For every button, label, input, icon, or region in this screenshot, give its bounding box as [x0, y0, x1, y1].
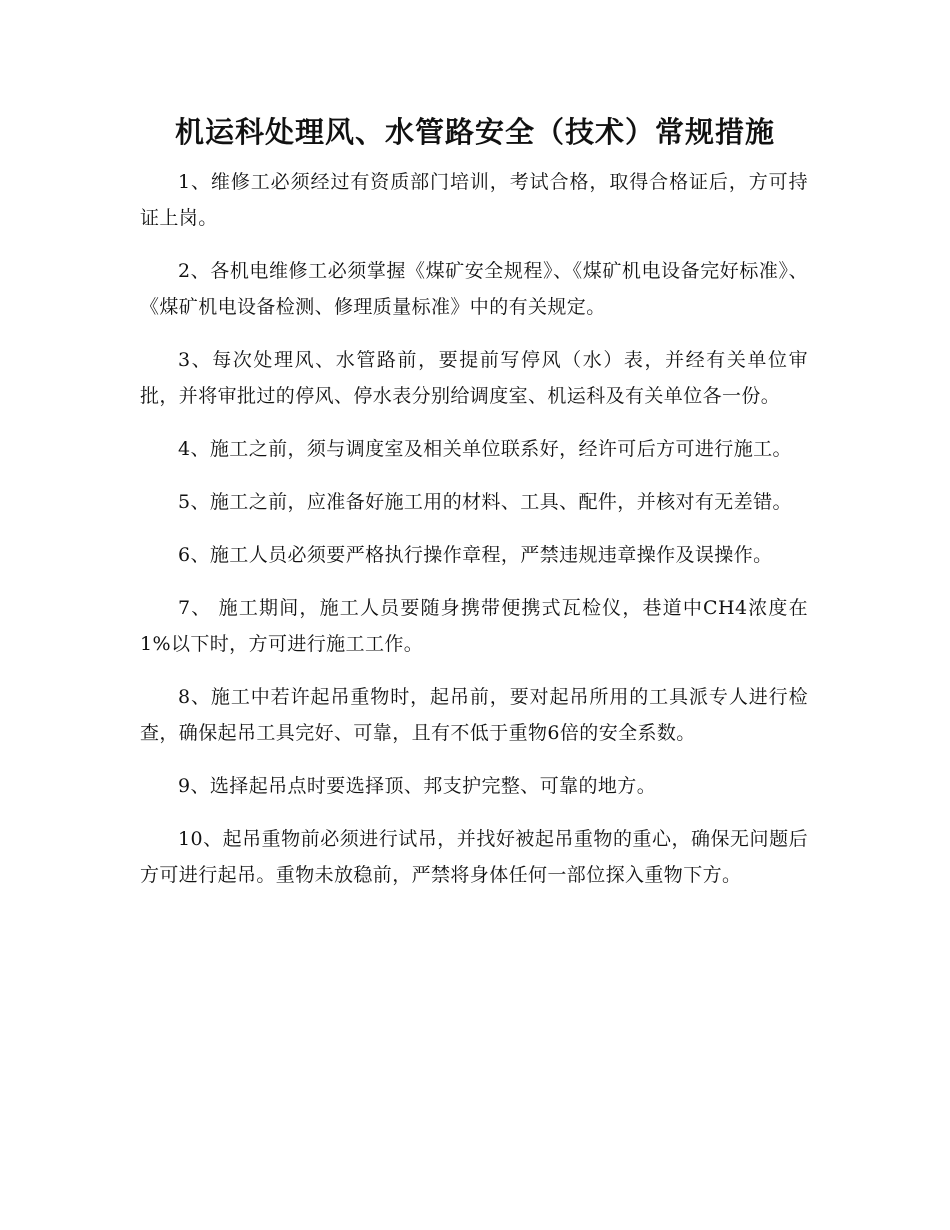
paragraph-5: 5、施工之前，应准备好施工用的材料、工具、配件，并核对有无差错。	[178, 491, 792, 513]
paragraph-8: 8、施工中若许起吊重物时，起吊前，要对起吊所用的工具派专人进行检查，确保起吊工具完好、可靠，且有不低于重物6倍的安全系数。	[140, 686, 808, 744]
document-body	[140, 164, 808, 910]
paragraph-3: 3、每次处理风、水管路前，要提前写停风（水）表，并经有关单位审批，并将审批过的停风、停水表分别给调度室、机运科及有关单位各一份。	[140, 349, 808, 407]
paragraph-6: 6、施工人员必须要严格执行操作章程，严禁违规违章操作及误操作。	[178, 544, 773, 566]
paragraph-7: 7、 施工期间，施工人员要随身携带便携式瓦检仪，巷道中CH4浓度在1%以下时，方可进行施工工作。	[140, 597, 808, 655]
paragraph-9: 9、选择起吊点时要选择顶、邦支护完整、可靠的地方。	[178, 775, 657, 797]
paragraph-2: 2、各机电维修工必须掌握《煤矿安全规程》、《煤矿机电设备完好标准》、《煤矿机电设备检测、修理质量标准》中的有关规定。	[140, 260, 808, 318]
paragraph-4: 4、施工之前，须与调度室及相关单位联系好，经许可后方可进行施工。	[178, 438, 792, 460]
paragraph-10: 10、起吊重物前必须进行试吊，并找好被起吊重物的重心，确保无问题后方可进行起吊。重物未放稳前，严禁将身体任何一部位探入重物下方。	[140, 828, 808, 886]
paragraph-1: 1、维修工必须经过有资质部门培训，考试合格，取得合格证后，方可持证上岗。	[140, 171, 808, 229]
document-title: 机运科处理风、水管路安全（技术）常规措施	[174, 115, 775, 149]
